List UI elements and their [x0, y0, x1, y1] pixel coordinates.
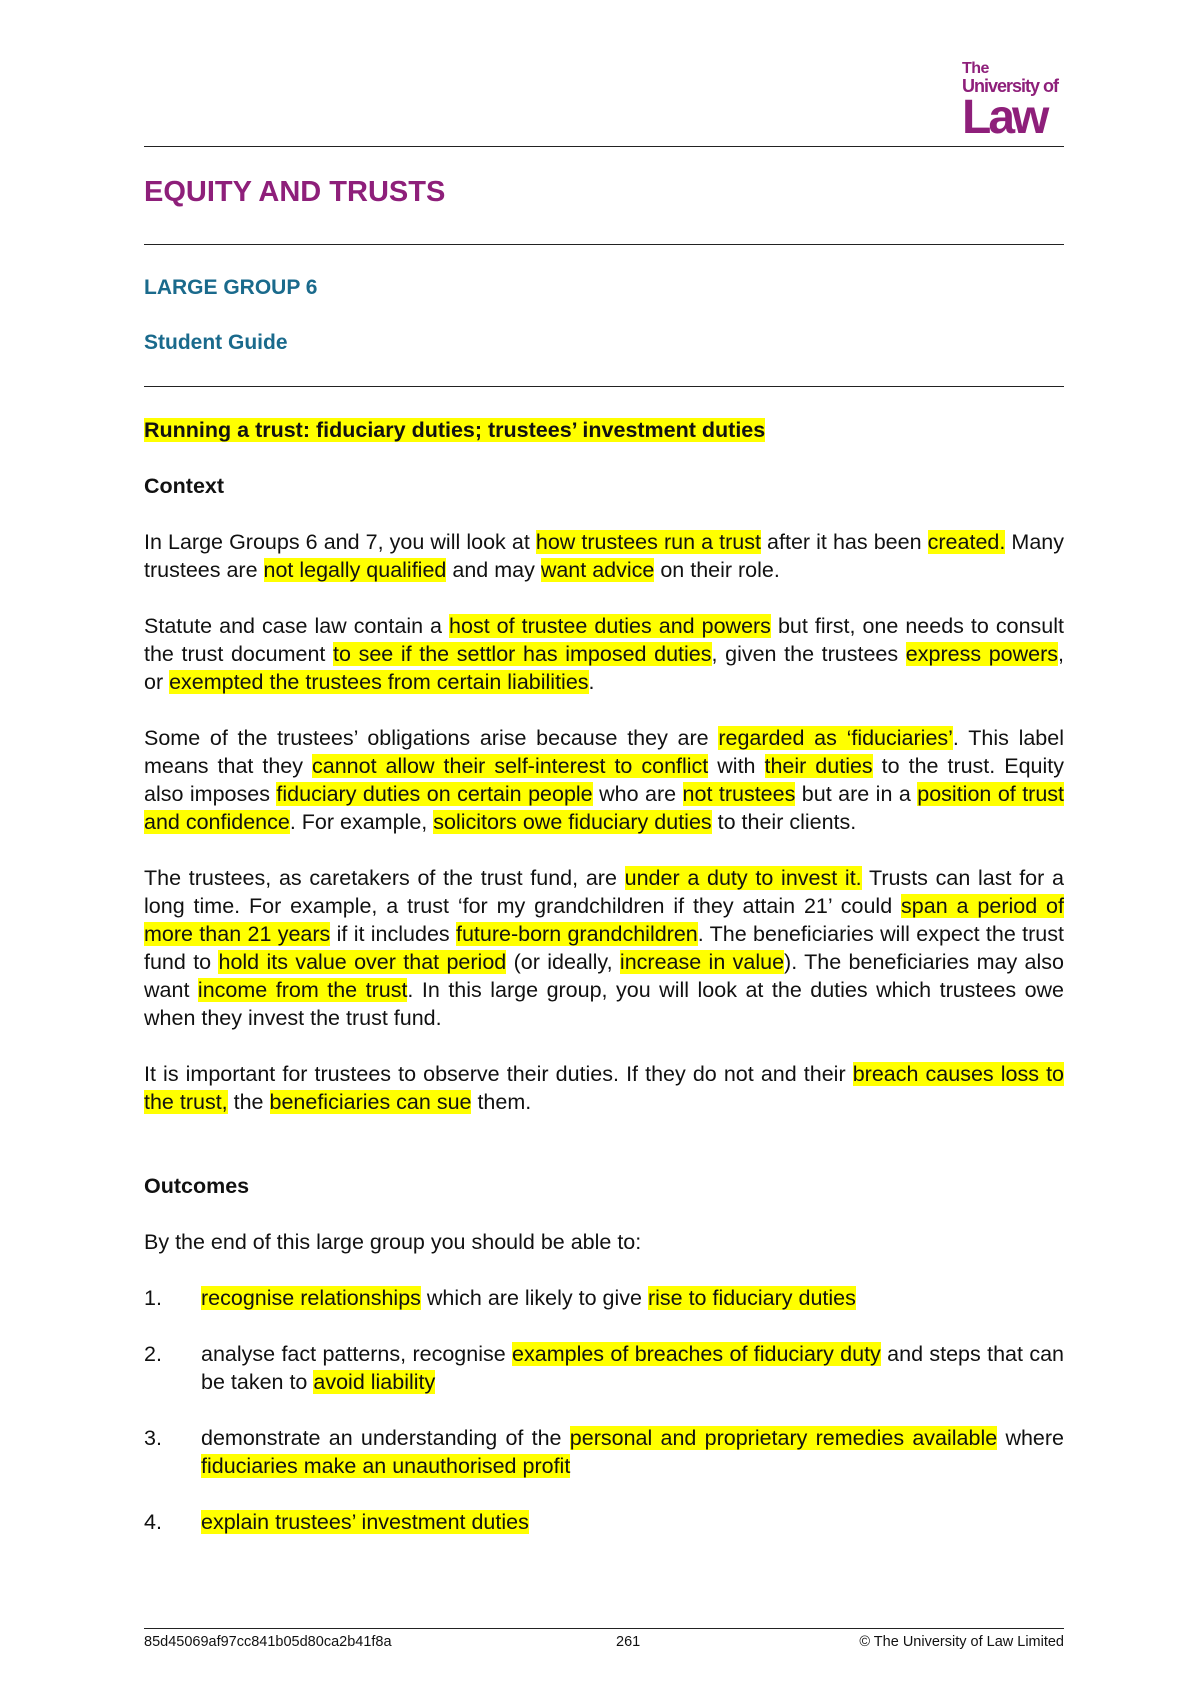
document-code: 85d45069af97cc841b05d80ca2b41f8a	[144, 1634, 392, 1650]
highlight: rise to fiduciary duties	[647, 1286, 856, 1310]
logo-line-university: University of	[962, 76, 1059, 96]
highlight: future-born grandchildren	[455, 922, 698, 946]
topic-heading	[144, 416, 1064, 444]
highlight: not trustees	[682, 782, 796, 806]
highlight: span a period of more than 21 years	[144, 894, 1064, 946]
highlight: breach causes loss to the trust,	[144, 1062, 1064, 1114]
highlight: position of trust and confidence	[144, 782, 1065, 834]
outcomes-intro: By the end of this large group you should be able to:	[144, 1230, 642, 1254]
highlight: solicitors owe fiduciary duties	[433, 810, 712, 834]
list-item	[144, 1508, 1064, 1536]
document-body	[144, 416, 1064, 1564]
divider	[144, 146, 1064, 147]
highlight: how trustees run a trust	[535, 530, 761, 554]
group-label: LARGE GROUP 6	[144, 276, 318, 299]
outcomes-list	[144, 1284, 1064, 1536]
context-paragraph-3: Some of the trustees’ obligations arise because they are regarded as ‘fiduciaries’. This label means that they cannot allow their self-interest to conflict with their duties to the trust. Equity also imposes fiduciary duties on certain people who are not trustees but are in a position of trust and confidence. For example, solicitors owe fiduciary duties to their clients.	[144, 726, 1065, 834]
context-paragraph-2: Statute and case law contain a host of trustee duties and powers but first, one needs to consult the trust document to see if the settlor has imposed duties, given the trustees express powers, or exempted the trustees from certain liabilities.	[144, 614, 1064, 694]
page-number: 261	[616, 1634, 641, 1650]
highlight: under a duty to invest it.	[624, 866, 862, 890]
list-item: 3. demonstrate an understanding of the personal and proprietary remedies available where fiduciaries make an unauthorised profit	[144, 1426, 1064, 1478]
context-paragraph-5: It is important for trustees to observe their duties. If they do not and their breach causes loss to the trust, the beneficiaries can sue them.	[144, 1062, 1064, 1114]
footer-divider	[144, 1628, 1064, 1629]
highlight: recognise relationships	[201, 1286, 421, 1310]
highlight: fiduciary duties on certain people	[276, 782, 593, 806]
highlight: express powers	[905, 642, 1059, 666]
highlight: to see if the settlor has imposed duties	[333, 642, 712, 666]
highlight: regarded as ‘fiduciaries’	[718, 726, 953, 750]
item-number: 3.	[144, 1426, 162, 1450]
highlight: personal and proprietary remedies available	[569, 1426, 998, 1450]
copyright: © The University of Law Limited	[859, 1634, 1064, 1650]
highlight: want advice	[540, 558, 655, 582]
highlight: Running a trust: fiduciary duties; trustees’ investment duties	[144, 418, 766, 442]
divider	[144, 386, 1064, 387]
highlight: income from the trust	[197, 978, 408, 1002]
highlight: explain trustees’ investment duties	[201, 1510, 529, 1534]
list-item: 2. analyse fact patterns, recognise examples of breaches of fiduciary duty and steps that can be taken to avoid liability	[144, 1342, 1064, 1394]
highlight: host of trustee duties and powers	[449, 614, 771, 638]
highlight: hold its value over that period	[218, 950, 507, 974]
highlight: avoid liability	[313, 1370, 436, 1394]
highlight: not legally qualified	[263, 558, 447, 582]
document-title: EQUITY AND TRUSTS	[144, 176, 446, 208]
list-item: 1. recognise relationships which are likely to give rise to fiduciary duties	[144, 1286, 856, 1310]
context-heading: Context	[144, 474, 225, 498]
item-number: 1.	[144, 1286, 162, 1310]
highlight: increase in value	[619, 950, 785, 974]
highlight: fiduciaries make an unauthorised profit	[201, 1454, 571, 1478]
highlight: beneficiaries can sue	[269, 1090, 472, 1114]
guide-label: Student Guide	[144, 331, 288, 354]
highlight: examples of breaches of fiduciary duty	[512, 1342, 881, 1366]
divider	[144, 244, 1064, 245]
highlight: exempted the trustees from certain liabilities	[169, 670, 589, 694]
highlight: created.	[927, 530, 1006, 554]
outcomes-heading: Outcomes	[144, 1174, 250, 1198]
logo-line-law: Law	[962, 91, 1047, 144]
highlight: cannot allow their self-interest to conflict	[312, 754, 709, 778]
context-paragraph-1: In Large Groups 6 and 7, you will look at how trustees run a trust after it has been created. Many trustees are not legally qualified and may want advice on their role.	[144, 530, 1064, 582]
university-of-law-logo	[962, 60, 1072, 144]
logo-line-the: The	[962, 60, 989, 77]
highlight: their duties	[764, 754, 873, 778]
item-number: 2.	[144, 1342, 162, 1366]
context-paragraph-4: The trustees, as caretakers of the trust fund, are under a duty to invest it. Trusts can last for a long time. For example, a trust ‘for my grandchildren if they attain 21’ could span a period of more than 21 years if it includes future-born grandchildren. The beneficiaries will expect the trust fund to hold its value over that period (or ideally, increase in value). The beneficiaries may also want income from the trust. In this large group, you will look at the duties which trustees owe when they invest the trust fund.	[144, 866, 1065, 1030]
item-number: 4.	[144, 1510, 162, 1534]
